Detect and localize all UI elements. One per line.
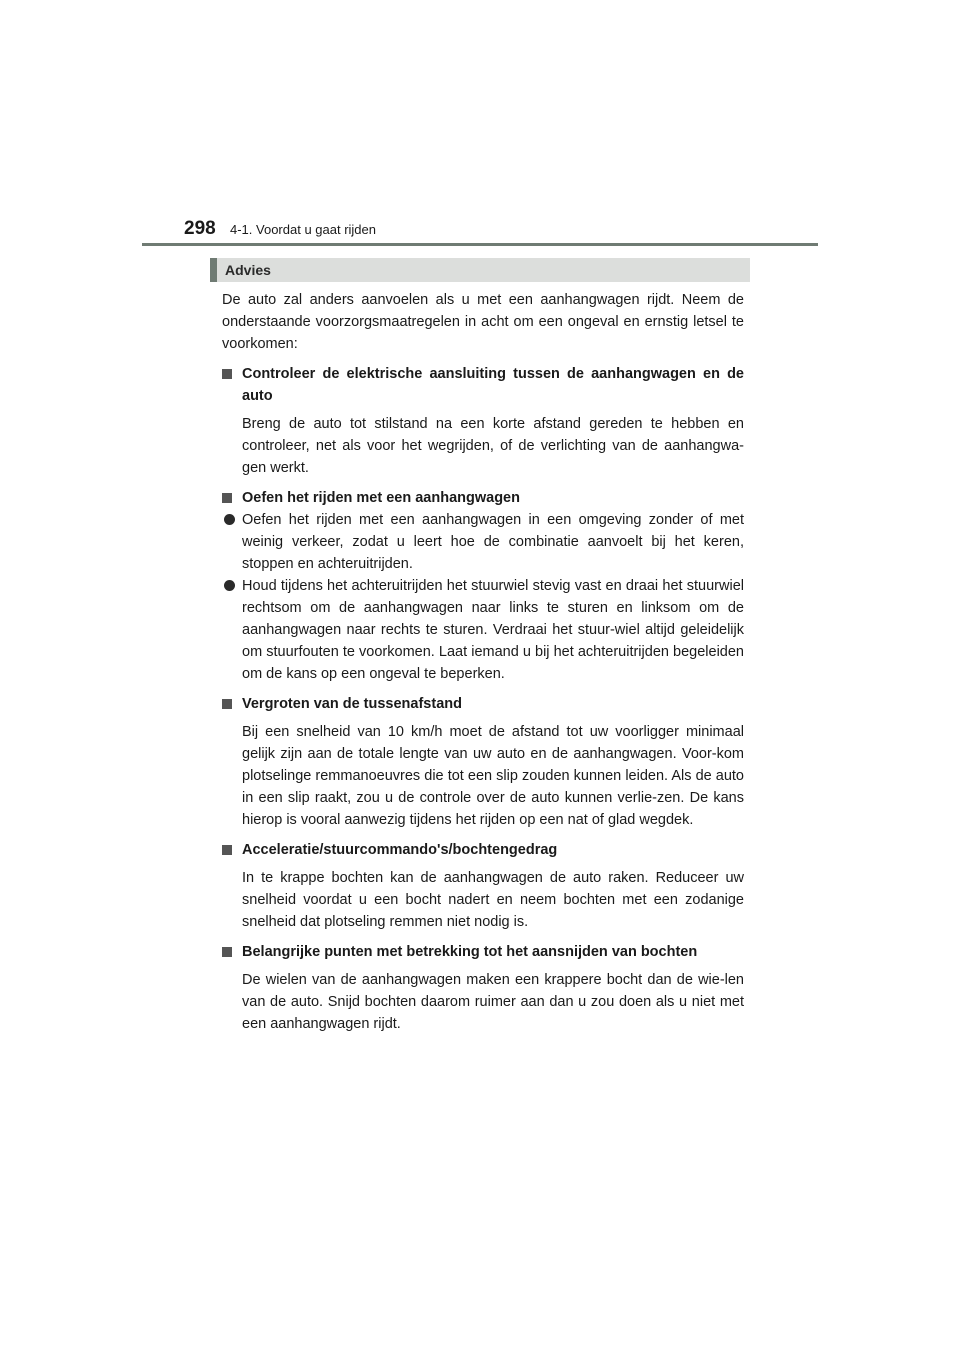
advice-item	[222, 363, 744, 479]
advice-item-body: Breng de auto tot stilstand na een korte afstand gereden te hebben en controleer, net als voor het wegrijden, of de verlichting van de aanhangwa-gen werkt.	[242, 416, 744, 476]
advice-item-body: Bij een snelheid van 10 km/h moet de afstand tot uw voorligger minimaal gelijk zijn aan de totale lengte van uw auto en de aanhangwagen. Voor-kom plotselinge remmanoeuvres die tot een slip zouden kunnen leiden. Als de auto in een slip raakt, zou u de controle over de auto kunnen verlie-zen. De kans hierop is vooral aanwezig tijdens het rijden op een nat of glad wegdek.	[242, 724, 744, 828]
page-number: 298	[184, 218, 216, 239]
advice-item-title: Oefen het rijden met een aanhangwagen	[222, 487, 744, 509]
advice-bullet: Oefen het rijden met een aanhangwagen in een omgeving zonder of met weinig verkeer, zodat u leert hoe de combinatie aanvoelt bij het keren, stoppen en achteruitrijden.	[222, 509, 744, 575]
advice-header-accent	[210, 258, 217, 282]
advice-item-title: Belangrijke punten met betrekking tot het aansnijden van bochten	[222, 941, 744, 963]
round-bullet-icon	[224, 514, 235, 525]
advice-item	[222, 487, 744, 685]
advice-intro: De auto zal anders aanvoelen als u met een aanhangwagen rijdt. Neem de onderstaande voorzorgsmaatregelen in acht om een ongeval en ernstig letsel te voorkomen:	[222, 292, 744, 352]
square-bullet-icon	[222, 493, 232, 503]
advice-content	[222, 289, 744, 1043]
advice-label: Advies	[225, 262, 271, 278]
advice-item-body: In te krappe bochten kan de aanhangwagen de auto raken. Reduceer uw snelheid voordat u een bocht nadert en neem bochten met een zodanige snelheid dat plotseling remmen niet nodig is.	[242, 870, 744, 930]
advice-header-bar	[210, 258, 750, 282]
advice-bullet: Houd tijdens het achteruitrijden het stuurwiel stevig vast en draai het stuurwiel rechtsom om de aanhangwagen naar links te sturen en linksom om de aanhangwagen naar rechts te sturen. Verdraai het stuur-wiel altijd geleidelijk om stuurfouten te voorkomen. Laat iemand u bij het achteruitrijden begeleiden om de kans op een ongeval te beperken.	[222, 575, 744, 685]
round-bullet-icon	[224, 580, 235, 591]
advice-item-title: Vergroten van de tussenafstand	[222, 693, 744, 715]
advice-item	[222, 839, 744, 933]
section-title: 4-1. Voordat u gaat rijden	[230, 222, 376, 237]
square-bullet-icon	[222, 845, 232, 855]
square-bullet-icon	[222, 699, 232, 709]
advice-item	[222, 693, 744, 831]
advice-item-title: Controleer de elektrische aansluiting tussen de aanhangwagen en de auto	[222, 363, 744, 407]
advice-item-body: De wielen van de aanhangwagen maken een krappere bocht dan de wie-len van de auto. Snijd bochten daarom ruimer aan dan u zou doen als u niet met een aanhangwagen rijdt.	[242, 972, 744, 1032]
square-bullet-icon	[222, 947, 232, 957]
header-rule	[142, 243, 818, 246]
advice-item	[222, 941, 744, 1035]
square-bullet-icon	[222, 369, 232, 379]
advice-item-title: Acceleratie/stuurcommando's/bochtengedrag	[222, 839, 744, 861]
